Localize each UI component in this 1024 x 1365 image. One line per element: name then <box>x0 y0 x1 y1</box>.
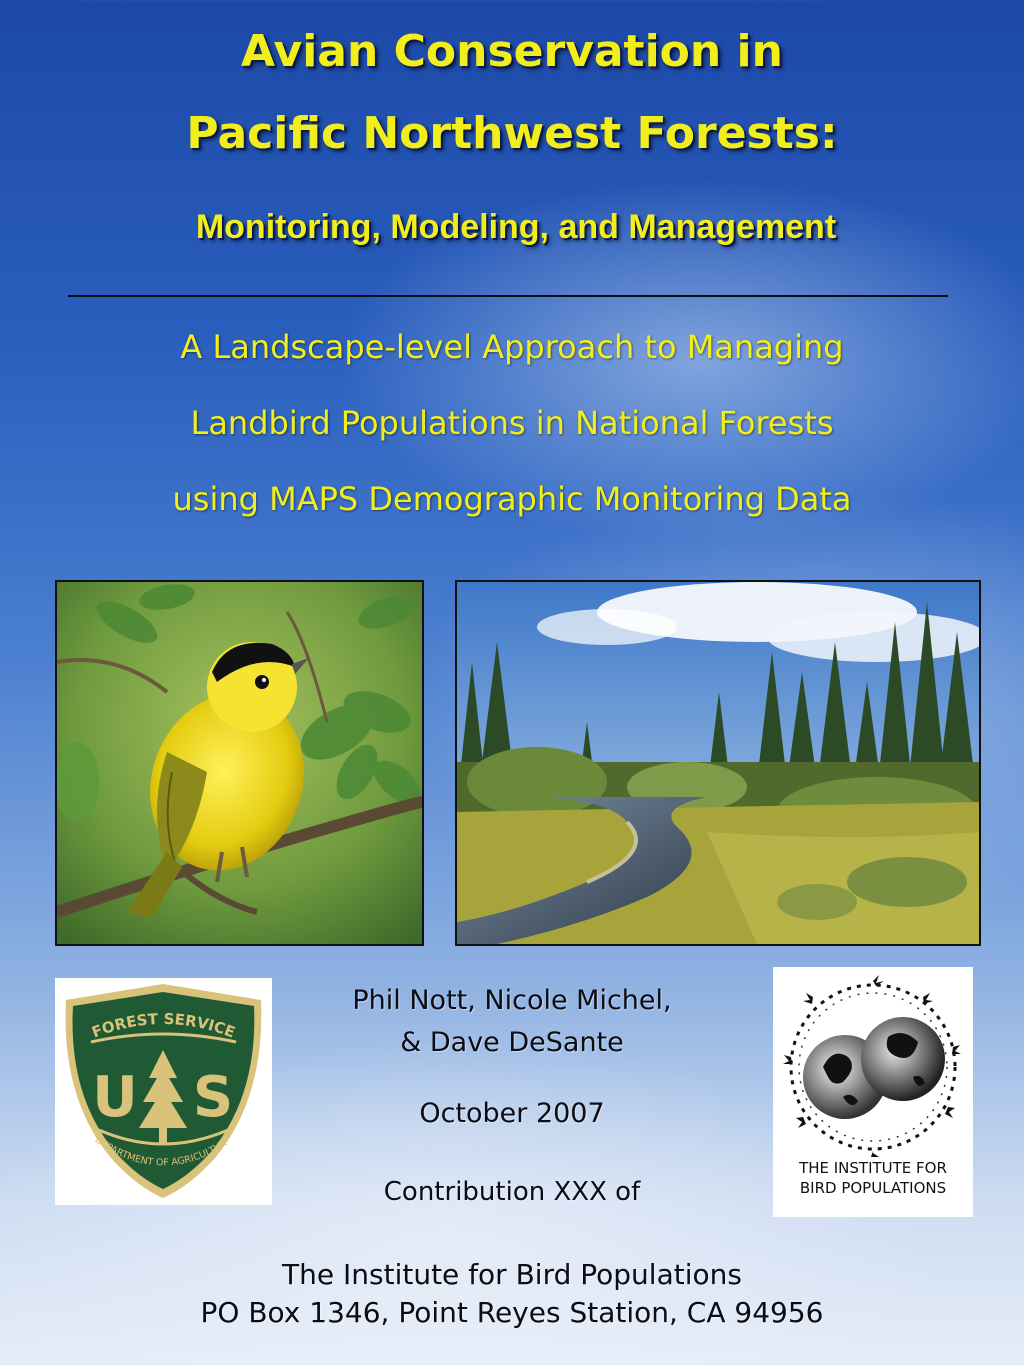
ibp-logo <box>773 967 973 1217</box>
bird-photo <box>55 580 424 946</box>
authors-line-1: Phil Nott, Nicole Michel, <box>352 985 672 1016</box>
title-line-2: Pacific Northwest Forests: <box>186 108 838 159</box>
usfs-letter-u: U <box>92 1065 138 1130</box>
contribution-text: Contribution XXX of <box>383 1177 641 1207</box>
divider-rule <box>68 295 948 297</box>
study-line-1: A Landscape-level Approach to Managing <box>180 328 844 366</box>
usfs-letter-s: S <box>192 1065 234 1130</box>
subtitle: Monitoring, Modeling, and Management <box>195 208 837 246</box>
warbler-image <box>57 582 422 944</box>
title-line-1: Avian Conservation in <box>241 26 783 77</box>
landscape-image <box>457 582 979 944</box>
ibp-caption-line-2: BIRD POPULATIONS <box>799 1178 947 1197</box>
publication-date: October 2007 <box>419 1098 605 1129</box>
organization-name: The Institute for Bird Populations <box>282 1258 742 1291</box>
study-line-2: Landbird Populations in National Forests <box>190 404 834 442</box>
organization-address: PO Box 1346, Point Reyes Station, CA 94956 <box>200 1296 824 1329</box>
usfs-top-text: FOREST SERVICE <box>89 1009 238 1042</box>
ibp-caption-line-1: THE INSTITUTE FOR <box>799 1159 947 1177</box>
usfs-bottom-text: DEPARTMENT OF AGRICULTUR <box>92 1134 230 1169</box>
forest-stream-photo <box>455 580 981 946</box>
study-line-3: using MAPS Demographic Monitoring Data <box>172 480 852 518</box>
globe-birds-icon <box>773 967 973 1157</box>
authors-line-2: & Dave DeSante <box>400 1027 624 1058</box>
